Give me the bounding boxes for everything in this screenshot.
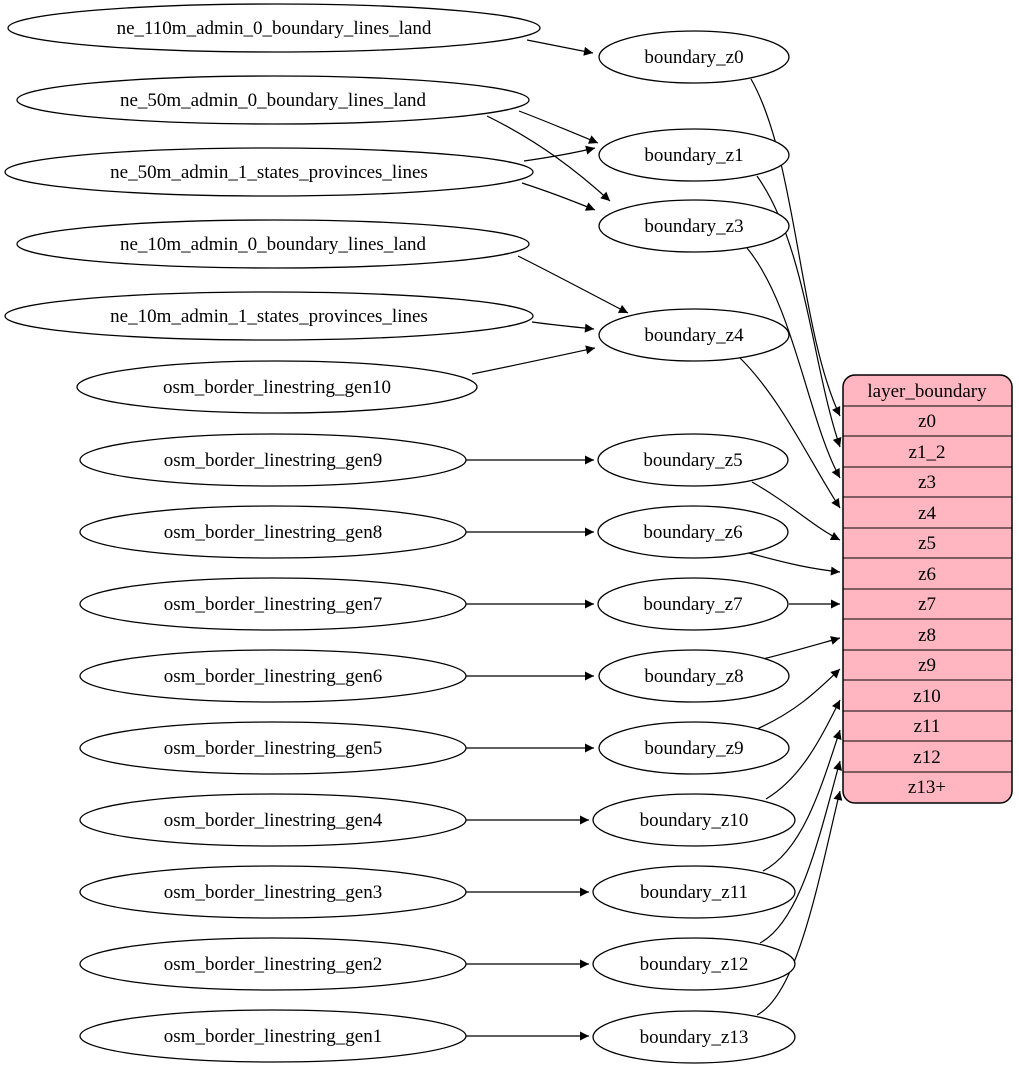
table-row-z13plus: z13+ [907,777,947,798]
edge-ne-50m-admin-0-to-boundary-z3 [487,116,610,201]
table-row-z11: z11 [913,716,941,737]
node-label: osm_border_linestring_gen5 [163,738,383,759]
edge-boundary-z8-to-row-z8 [763,638,840,659]
node-boundary-z3 [599,200,789,252]
node-boundary-z0 [599,31,789,83]
node-label: ne_50m_admin_1_states_provinces_lines [110,162,428,183]
node-label: osm_border_linestring_gen2 [163,954,383,975]
node-ne-50m-admin-0-boundary-lines-land [17,76,529,124]
source-nodes [5,4,540,1062]
table-row-z0: z0 [918,411,936,432]
node-label: osm_border_linestring_gen9 [163,450,383,471]
edge-ne-110m-admin-0-to-boundary-z0 [527,40,593,53]
table-title: layer_boundary [867,381,987,402]
node-label: boundary_z1 [644,145,744,166]
node-ne-50m-admin-1-states-provinces-lines [5,148,533,196]
node-boundary-z13 [593,1011,795,1063]
node-ne-110m-admin-0-boundary-lines-land [8,4,540,52]
node-boundary-z1 [599,129,789,181]
node-label: boundary_z8 [644,666,744,687]
node-label: osm_border_linestring_gen10 [163,377,391,398]
edge-ne-50m-admin-0-to-boundary-z1 [519,111,598,143]
node-label: boundary_z5 [643,450,743,471]
node-boundary-z4 [599,309,789,361]
table-row-z1-2: z1_2 [908,442,946,463]
node-boundary-z9 [599,722,789,774]
table-row-z12: z12 [913,747,941,768]
table-row-z10: z10 [913,686,941,707]
edge-ne-50m-admin-1-to-boundary-z3 [522,183,595,210]
node-boundary-z12 [593,938,795,990]
node-boundary-z11 [593,866,795,918]
node-label: boundary_z6 [643,522,743,543]
edge-boundary-z12-to-row-z12 [760,761,840,943]
table-row-z3: z3 [918,472,936,493]
edge-boundary-z4-to-row-z4 [739,357,840,508]
node-ne-10m-admin-0-boundary-lines-land [17,220,529,268]
node-label: boundary_z9 [644,738,744,759]
table-row-z6: z6 [918,564,936,585]
node-label: boundary_z13 [639,1027,749,1048]
node-label: osm_border_linestring_gen8 [163,522,383,543]
node-osm-border-linestring-gen2 [80,938,466,990]
node-osm-border-linestring-gen5 [80,722,466,774]
edge-boundary-z0-to-row-z0 [751,79,840,416]
node-boundary-z10 [593,794,795,846]
node-label: boundary_z4 [644,325,744,346]
node-osm-border-linestring-gen8 [80,506,466,558]
edge-boundary-z6-to-row-z6 [749,553,840,572]
node-osm-border-linestring-gen10 [77,361,477,413]
node-label: osm_border_linestring_gen1 [163,1026,383,1047]
edge-ne-50m-admin-1-to-boundary-z1 [524,148,595,161]
node-label: boundary_z10 [639,810,749,831]
node-label: osm_border_linestring_gen3 [163,882,383,903]
node-osm-border-linestring-gen7 [80,578,466,630]
table-row-z7: z7 [918,594,936,615]
node-boundary-z7 [598,578,788,630]
node-osm-border-linestring-gen3 [80,866,466,918]
node-label: boundary_z11 [640,882,748,903]
node-label: ne_50m_admin_0_boundary_lines_land [119,90,427,111]
node-osm-border-linestring-gen9 [80,434,466,486]
table-row-z4: z4 [918,503,936,524]
node-label: osm_border_linestring_gen4 [163,810,383,831]
table-row-z8: z8 [918,625,936,646]
table-layer-boundary [843,375,1012,803]
node-boundary-z6 [598,506,788,558]
node-label: boundary_z3 [644,216,744,237]
node-label: ne_10m_admin_1_states_provinces_lines [110,306,428,327]
node-osm-border-linestring-gen6 [80,650,466,702]
node-label: boundary_z7 [643,594,743,615]
node-osm-border-linestring-gen1 [80,1010,466,1062]
stage-nodes [593,31,795,1063]
node-label: boundary_z0 [644,47,744,68]
edge-ne-10m-admin-0-to-boundary-z4 [518,256,628,313]
edge-gen10-to-boundary-z4 [472,348,595,374]
node-boundary-z5 [598,434,788,486]
node-label: boundary_z12 [639,954,749,975]
node-label: ne_110m_admin_0_boundary_lines_land [116,18,432,39]
node-label: osm_border_linestring_gen7 [163,594,383,615]
table-row-z5: z5 [918,533,936,554]
node-label: ne_10m_admin_0_boundary_lines_land [119,234,427,255]
node-osm-border-linestring-gen4 [80,794,466,846]
node-label: osm_border_linestring_gen6 [163,666,383,687]
node-boundary-z8 [599,650,789,702]
table-row-z9: z9 [918,655,936,676]
node-ne-10m-admin-1-states-provinces-lines [5,292,533,340]
edge-ne-10m-admin-1-to-boundary-z4 [532,322,594,329]
